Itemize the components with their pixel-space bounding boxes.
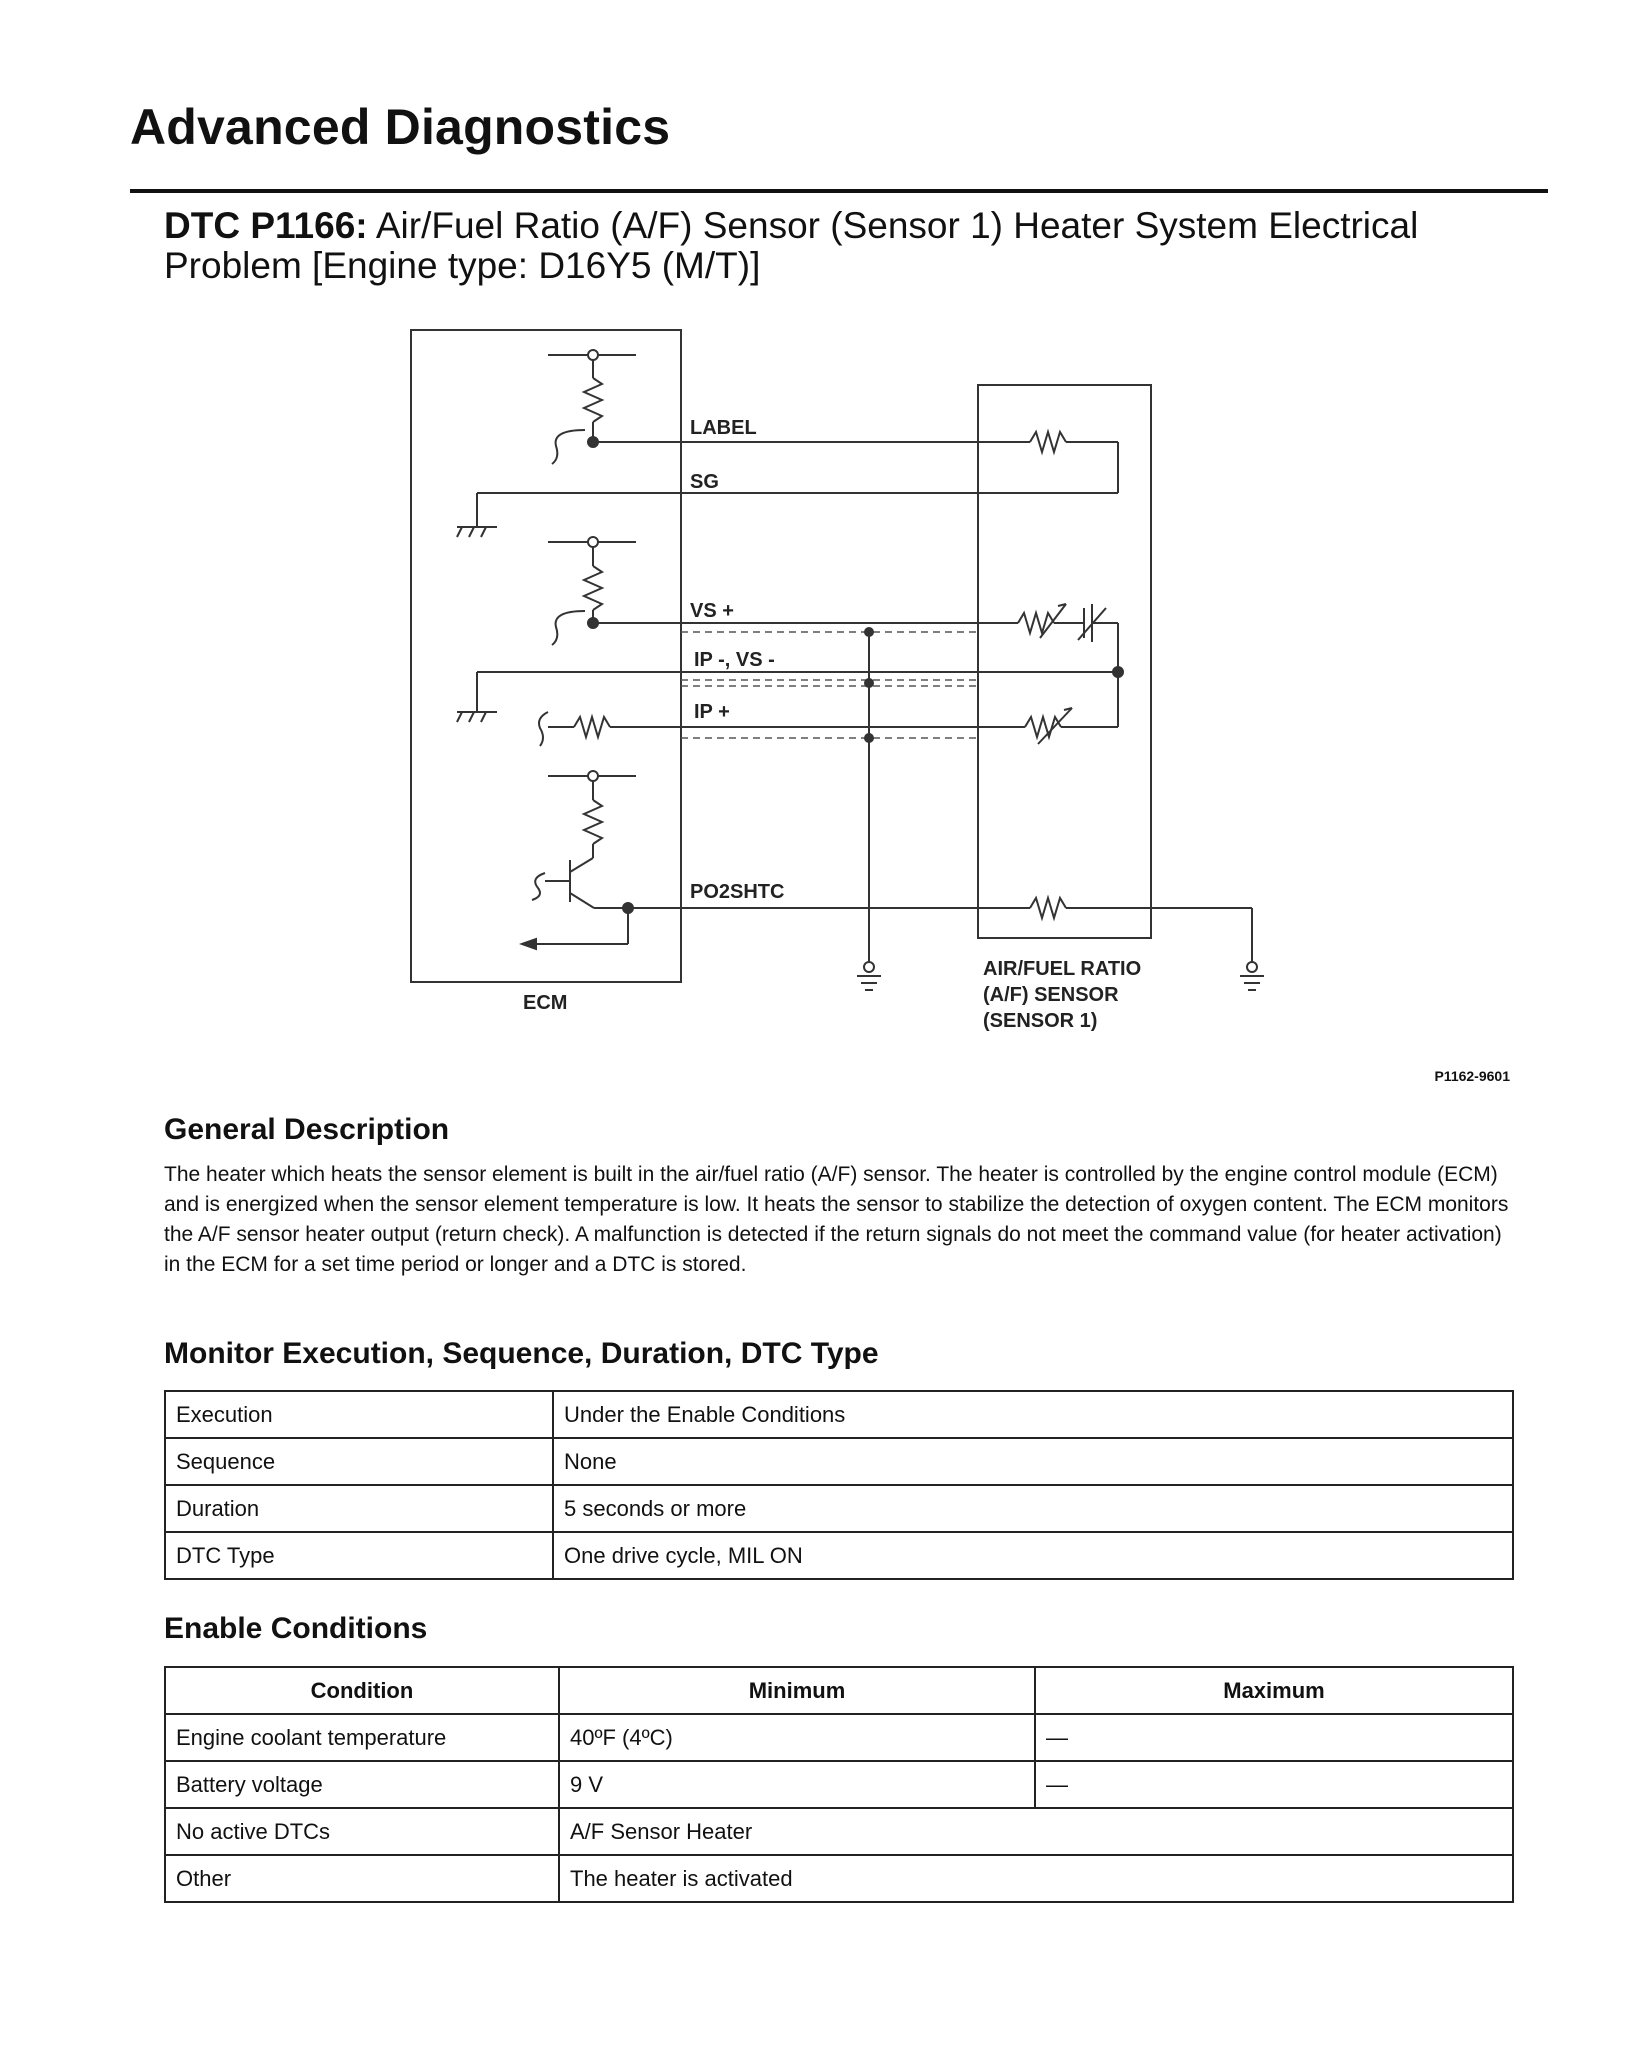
monitor-value-sequence: None bbox=[553, 1438, 1513, 1485]
page-header-title: Advanced Diagnostics bbox=[130, 99, 671, 155]
monitor-label-duration: Duration bbox=[165, 1485, 553, 1532]
spanned-value-cell: The heater is activated bbox=[559, 1855, 1513, 1902]
table-row bbox=[165, 1438, 1513, 1485]
condition-cell: Other bbox=[165, 1855, 559, 1902]
sensor-label-line-2: (A/F) SENSOR bbox=[983, 984, 1119, 1006]
general-description-heading: General Description bbox=[164, 1113, 450, 1146]
ecm-box bbox=[411, 330, 681, 982]
monitor-heading: Monitor Execution, Sequence, Duration, DTC Type bbox=[164, 1337, 879, 1370]
condition-cell: Engine coolant temperature bbox=[165, 1714, 559, 1761]
spanned-value-cell: A/F Sensor Heater bbox=[559, 1808, 1513, 1855]
maximum-cell: — bbox=[1035, 1761, 1513, 1808]
monitor-label-execution: Execution bbox=[165, 1391, 553, 1438]
ecm-label: ECM bbox=[523, 992, 568, 1014]
figure-id: P1162-9601 bbox=[1434, 1068, 1510, 1084]
monitor-value-dtc-type: One drive cycle, MIL ON bbox=[553, 1532, 1513, 1579]
column-header-minimum: Minimum bbox=[559, 1667, 1035, 1714]
monitor-value-execution: Under the Enable Conditions bbox=[553, 1391, 1513, 1438]
wire-label-label: LABEL bbox=[690, 417, 757, 439]
condition-cell: No active DTCs bbox=[165, 1808, 559, 1855]
wire-label-ip-plus: IP + bbox=[694, 701, 730, 723]
minimum-cell: 9 V bbox=[559, 1761, 1035, 1808]
sensor-label-line-1: AIR/FUEL RATIO bbox=[983, 958, 1142, 980]
column-header-condition: Condition bbox=[165, 1667, 559, 1714]
monitor-label-sequence: Sequence bbox=[165, 1438, 553, 1485]
sensor-box bbox=[978, 385, 1151, 938]
table-row bbox=[165, 1855, 1513, 1902]
table-row bbox=[165, 1485, 1513, 1532]
monitor-table bbox=[164, 1390, 1514, 1580]
table-row bbox=[165, 1808, 1513, 1855]
table-row bbox=[165, 1532, 1513, 1579]
sensor-label-line-3: (SENSOR 1) bbox=[983, 1010, 1098, 1032]
dtc-description: Air/Fuel Ratio (A/F) Sensor (Sensor 1) Heater System Electrical Problem [Engine type: D16Y5 (M/T)] bbox=[164, 205, 1419, 286]
enable-conditions-table bbox=[164, 1666, 1514, 1903]
wire-label-ip-minus-vs-minus: IP -, VS - bbox=[694, 649, 775, 671]
wire-label-sg: SG bbox=[690, 471, 719, 493]
minimum-cell: 40ºF (4ºC) bbox=[559, 1714, 1035, 1761]
monitor-value-duration: 5 seconds or more bbox=[553, 1485, 1513, 1532]
dtc-code: DTC P1166: bbox=[164, 205, 368, 246]
table-row bbox=[165, 1391, 1513, 1438]
column-header-maximum: Maximum bbox=[1035, 1667, 1513, 1714]
table-row bbox=[165, 1714, 1513, 1761]
wire-label-po2shtc: PO2SHTC bbox=[690, 881, 785, 903]
table-row bbox=[165, 1761, 1513, 1808]
condition-cell: Battery voltage bbox=[165, 1761, 559, 1808]
wire-label-vs-plus: VS + bbox=[690, 600, 734, 622]
table-header-row bbox=[165, 1667, 1513, 1714]
monitor-label-dtc-type: DTC Type bbox=[165, 1532, 553, 1579]
enable-conditions-heading: Enable Conditions bbox=[164, 1612, 428, 1645]
general-description-text: The heater which heats the sensor element is built in the air/fuel ratio (A/F) sensor. The heater is controlled by the engine control module (ECM) and is energized when the sensor element temperature is low. It heats the sensor to stabilize the detection of oxygen content. The ECM monitors the A/F sensor heater output (return check). A malfunction is detected if the return signals do not meet the command value (for heater activation) in the ECM for a set time period or longer and a DTC is stored. bbox=[164, 1163, 1509, 1276]
maximum-cell: — bbox=[1035, 1714, 1513, 1761]
